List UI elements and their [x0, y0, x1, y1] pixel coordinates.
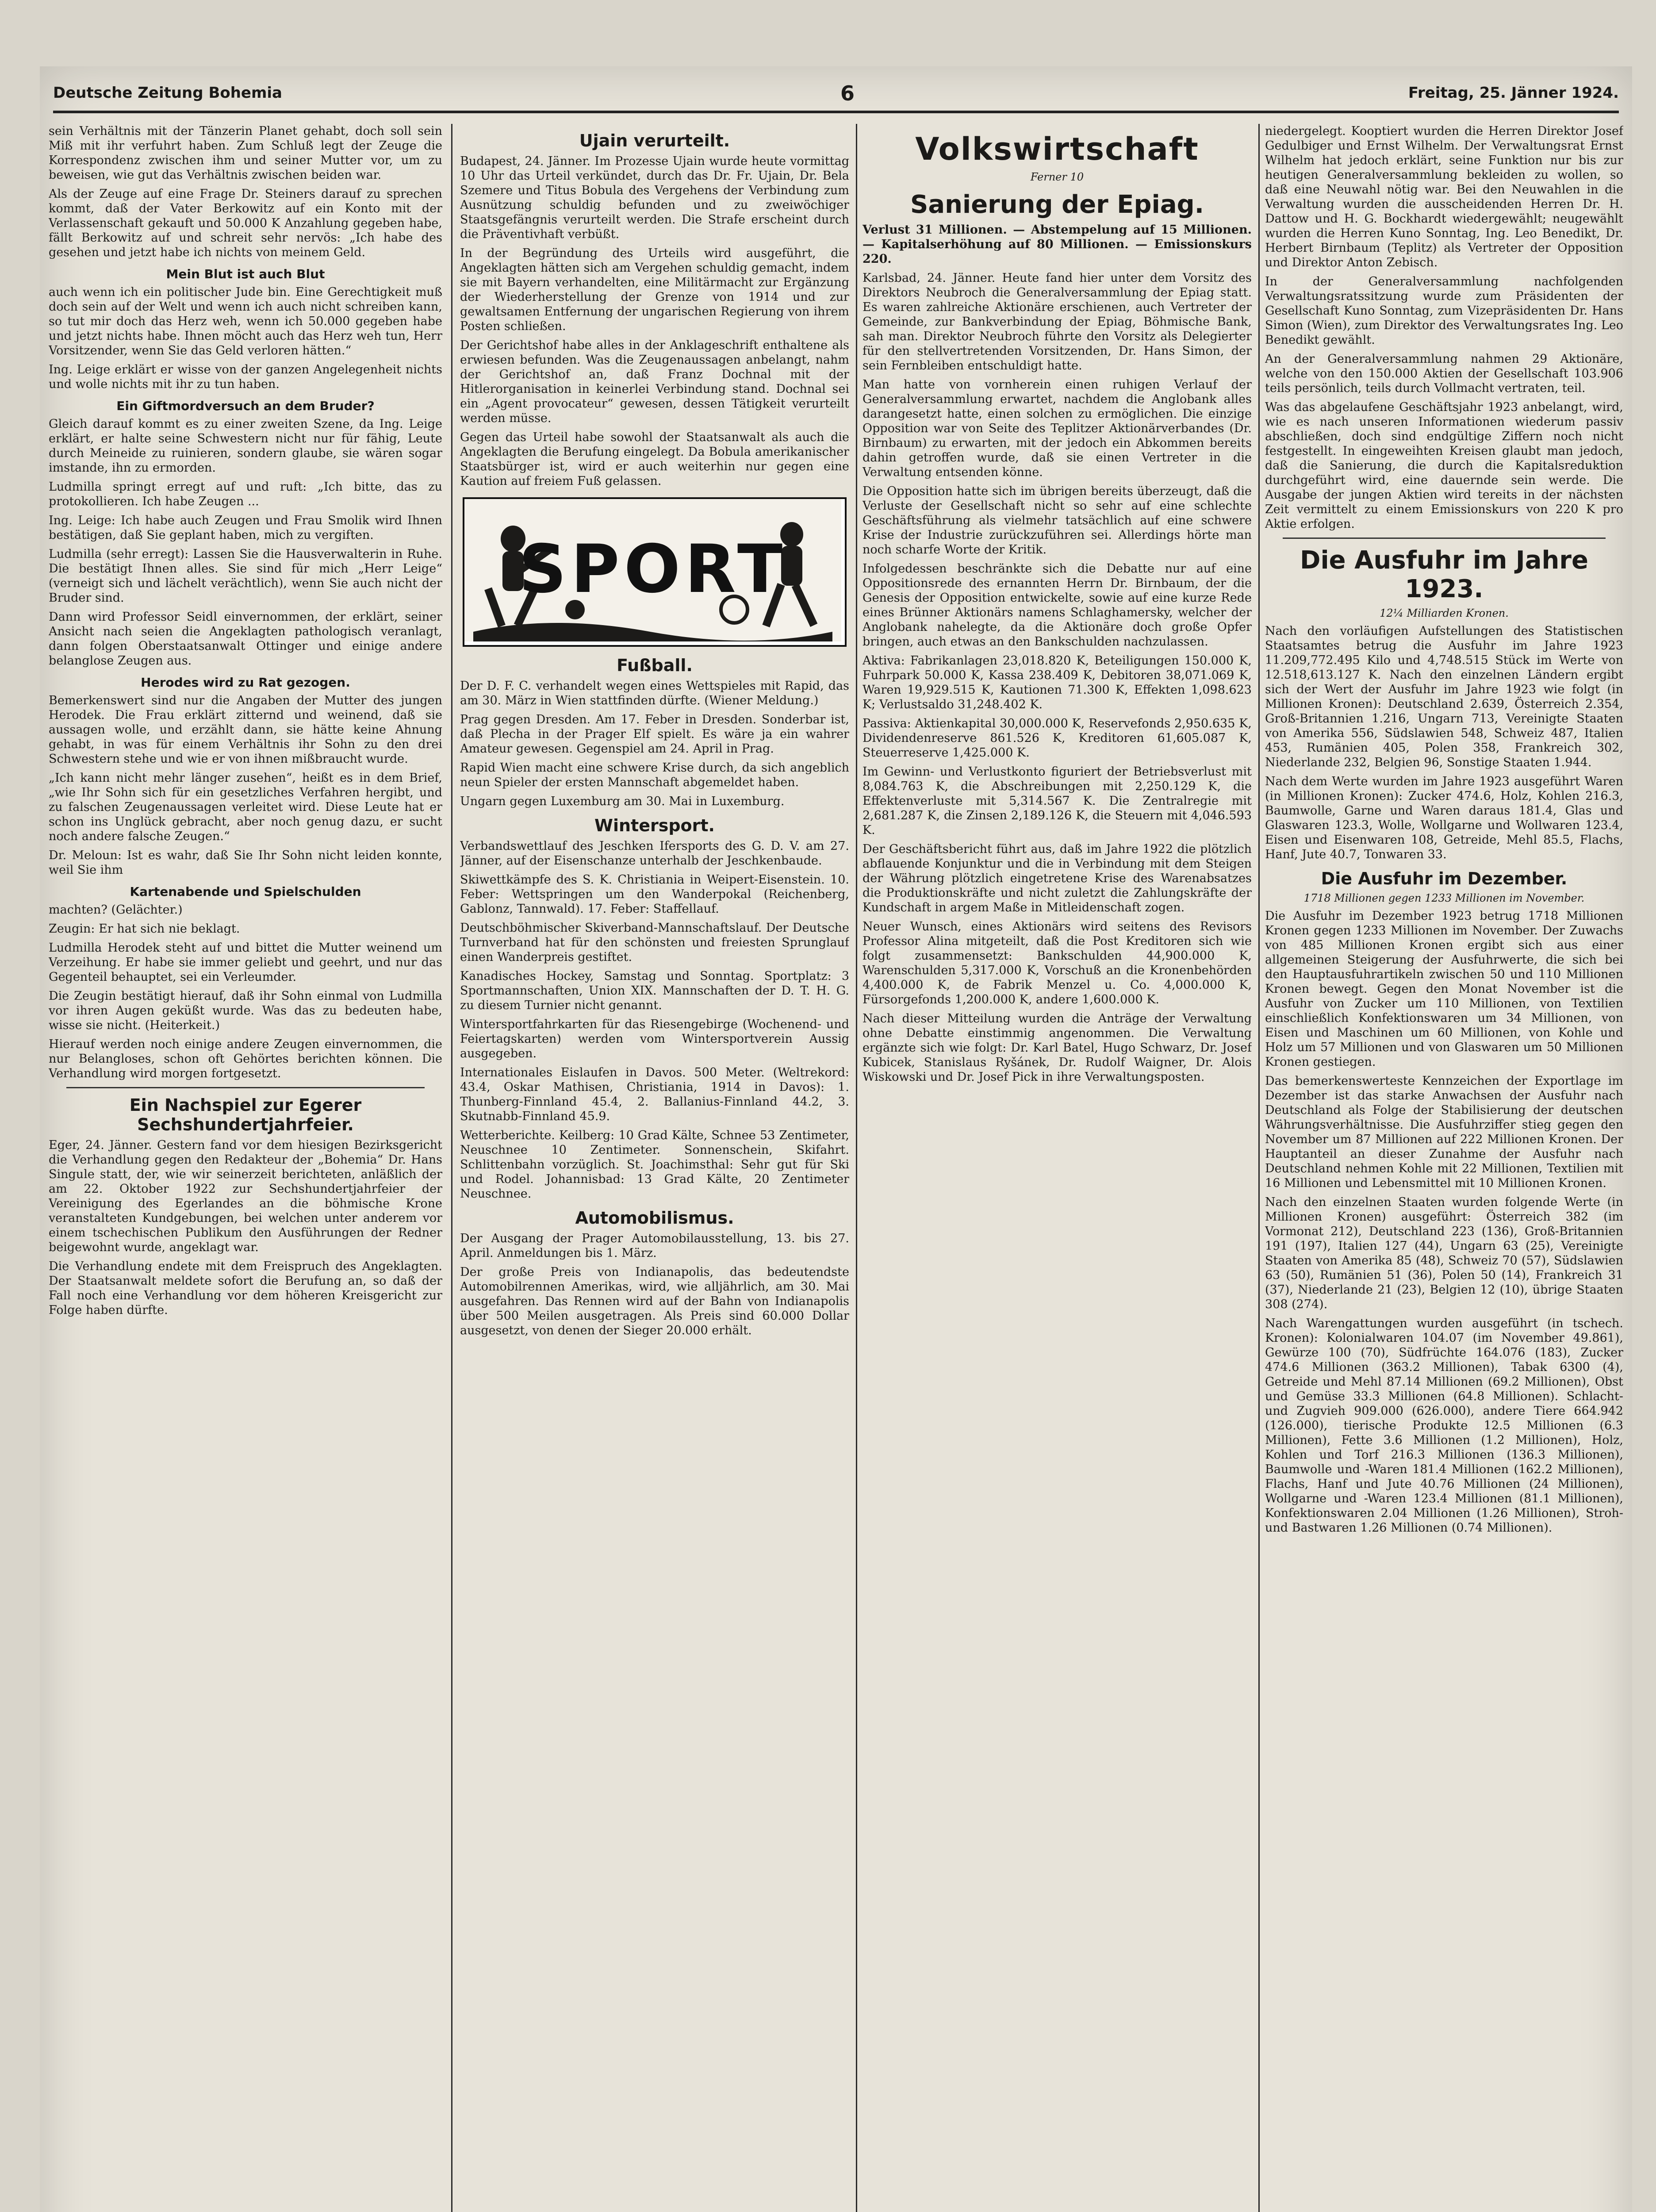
- article-text: Deutschböhmischer Skiverband-Mannschaftslauf. Der Deutsche Turnverband hat für den schönsten und freiesten Sprunglauf einen Wanderpreis gestiftet.: [460, 921, 849, 964]
- article-text: Rapid Wien macht eine schwere Krise durch, da sich angeblich neun Spieler der ersten Mannschaft abgemeldet haben.: [460, 761, 849, 789]
- article-text: Prag gegen Dresden. Am 17. Feber in Dresden. Sonderbar ist, daß Plecha in der Prager Elf spielt. Es wäre ja ein wahrer Amateur gewesen. Gegenspiel am 24. April in Prag.: [460, 713, 849, 756]
- column-divider: [1258, 124, 1260, 2212]
- article-text: Im Gewinn- und Verlustkonto figuriert der Betriebsverlust mit 8,084.763 K, die Abschreibungen mit 2,250.129 K, die Effektenverluste mit 5,314.567 K. Die Zentralregie mit 2,681.287 K, die Zinsen 2,189.126 K, die Steuern mit 4,046.593 K.: [862, 765, 1252, 837]
- article-text: Was das abgelaufene Geschäftsjahr 1923 anbelangt, wird, wie es nach unseren Informationen wiederum passiv abschließen, doch sind endgültige Ziffern noch nicht festgestellt. In eingeweihten Kreisen glaubt man jedoch, daß die Sanierung, die durch die Kapitalsreduktion durchgeführt wird, eine dauernde sein werde. Die Ausgabe der jungen Aktien wird tereits in der nächsten Zeit vermittelt zu einem Emissionskurs von 220 K pro Aktie erfolgen.: [1265, 400, 1623, 531]
- article-text: Die Zeugin bestätigt hierauf, daß ihr Sohn einmal von Ludmilla vor ihren Augen geküßt wurde. Was das zu bedeuten habe, wisse sie nicht. (Heiterkeit.): [49, 989, 442, 1032]
- section-subtitle: Ferner 10: [1030, 171, 1084, 183]
- newspaper-page: [40, 66, 1632, 2212]
- article-text: In der Begründung des Urteils wird ausgeführt, die Angeklagten hätten sich am Vergehen schuldig gemacht, indem sie mit Bayern verhandelten, eine Militärmacht zur Ergänzung der Wiederherstellung der Grenze von 1914 und zur gewaltsamen Entfernung der ungarischen Regierung von ihrem Posten schließen.: [460, 246, 849, 333]
- article-text: Als der Zeuge auf eine Frage Dr. Steiners darauf zu sprechen kommt, daß der Vater Berkowitz auf ein Konto mit der Verlassenschaft gekauft und 50.000 K Anzahlung gegeben habe, fällt Berkowitz auf und schreit sehr nervös: „Ich habe des gesehen und jetzt habe ich nichts von meinem Geld.: [49, 187, 442, 259]
- article-text: Kanadisches Hockey, Samstag und Sonntag. Sportplatz: 3 Sportmannschaften, Union XIX. Mannschaften der D. T. H. G. zu diesem Turnier nicht genannt.: [460, 969, 849, 1012]
- article-text: Wetterberichte. Keilberg: 10 Grad Kälte, Schnee 53 Zentimeter, Neuschnee 10 Zentimeter. Sonnenschein, Skifahrt. Schlittenbahn vorzüglich. St. Joachimsthal: Sehr gut für Ski und Rodel. Johannisbad: 13 Grad Kälte, 20 Zentimeter Neuschnee.: [460, 1129, 849, 1201]
- article-text: Karlsbad, 24. Jänner. Heute fand hier unter dem Vorsitz des Direktors Neubroch die Generalversammlung der Epiag statt. Es waren zahlreiche Aktionäre erschienen, auch Vertreter der Gemeinde, zur Bankverbindung der Epiag, Böhmische Bank, sah man. Direktor Neubroch führte den Vorsitz als Delegierter für den stellvertretenden Vorsitzenden, Dr. Hans Simon, der sein Fernbleiben entschuldigt hatte.: [862, 271, 1252, 373]
- article-text: Ing. Leige erklärt er wisse von der ganzen Angelegenheit nichts und wolle nichts mit ihr zu tun haben.: [49, 363, 442, 391]
- article-text: Infolgedessen beschränkte sich die Debatte nur auf eine Oppositionsrede des ernannten Herrn Dr. Birnbaum, der die Genesis der Opposition entwickelte, sowie auf eine kurze Rede eines Brünner Aktionärs namens Schlaghamersky, welcher der Anglobank nahelegte, da die Aktionäre doch große Opfer bringen, auch etwas an den Bankschulden nachzulassen.: [862, 562, 1252, 649]
- article-text: Dr. Meloun: Ist es wahr, daß Sie Ihr Sohn nicht leiden konnte, weil Sie ihm: [49, 849, 442, 877]
- balance-assets: Aktiva: Fabrikanlagen 23,018.820 K, Beteiligungen 150.000 K, Fuhrpark 50.000 K, Kassa 238.409 K, Debitoren 38,071.069 K, Waren 19,929.515 K, Kautionen 71.300 K, Effekten 1,098.623 K; Verlustsaldo 31,248.402 K.: [862, 654, 1252, 711]
- article-text: niedergelegt. Kooptiert wurden die Herren Direktor Josef Gedulbiger und Ernst Wilhelm. Der Verwaltungsrat Ernst Wilhelm hat jedoch erklärt, seine Funktion nur bis zur heutigen Generalversammlung bekleiden zu wollen, so daß eine Neuwahl nötig war. Bei den Neuwahlen in die Verwaltung wurden die ausscheidenden Herren Dr. H. Dattow und H. G. Bockhardt wiedergewählt; neugewählt wurden die Herren Kuno Sonntag, Ing. Leo Benedikt, Dr. Herbert Birnbaum (Teplitz) als Vertreter der Opposition und Direktor Anton Zebisch.: [1265, 124, 1623, 269]
- article-text: Der Geschäftsbericht führt aus, daß im Jahre 1922 die plötzlich abflauende Konjunktur und die in Verbindung mit dem Steigen der Währung plötzlich eingetretene Krise des Warenabsatzes die Produktionskräfte und nicht zuletzt die Zahlungskräfte der Kundschaft in argem Maße in Mitleidenschaft zogen.: [862, 842, 1252, 914]
- article-lead: Verlust 31 Millionen. — Abstempelung auf 15 Millionen. — Kapitalserhöhung auf 80 Millionen. — Emissionskurs 220.: [862, 223, 1252, 266]
- article-text: Ludmilla Herodek steht auf und bittet die Mutter weinend um Verzeihung. Er habe sie immer geliebt und geehrt, und nur das Gegenteil behauptet, sei ein Verleumder.: [49, 941, 442, 984]
- article-text: Das bemerkenswerteste Kennzeichen der Exportlage im Dezember ist das starke Anwachsen der Ausfuhr nach Deutschland als Folge der Stabilisierung der deutschen Währungsverhältnisse. Die Ausfuhrziffer stieg gegen den November um 87 Millionen auf 222 Millionen Kronen. Der Hauptanteil an dieser Zunahme der Ausfuhr nach Deutschland nehmen Kohle mit 22 Millionen, Textilien mit 16 Millionen und Lebensmittel mit 10 Millionen Kronen.: [1265, 1074, 1623, 1190]
- section-divider: [1283, 538, 1606, 539]
- article-text: auch wenn ich ein politischer Jude bin. Eine Gerechtigkeit muß doch sein auf der Welt und wenn ich auch nicht schreiben kann, so tut mir doch das Herz weh, wenn ich 50.000 gegeben habe und jetzt nichts habe. Ihnen möcht auch das Herz weh tun, Herr Vorsitzender, wenn Sie das Geld verloren hätten.“: [49, 285, 442, 357]
- section-heading: Automobilismus.: [575, 1208, 734, 1228]
- section-heading: Wintersport.: [594, 816, 715, 835]
- masthead-title: Deutsche Zeitung Bohemia: [53, 84, 283, 102]
- article-text: Nach den einzelnen Staaten wurden folgende Werte (in Millionen Kronen) ausgeführt: Österreich 382 (im Vormonat 212), Deutschland 223 (136), Groß-Britannien 191 (197), Italien 127 (44), Ungarn 63 (25), Vereinigte Staaten von Amerika 85 (48), Schweiz 70 (57), Südslawien 63 (50), Rumänien 51 (36), Polen 50 (14), Frankreich 31 (37), Niederlande 21 (23), Belgien 12 (10), übrige Staaten 308 (274).: [1265, 1195, 1623, 1311]
- article-text: Budapest, 24. Jänner. Im Prozesse Ujain wurde heute vormittag 10 Uhr das Urteil verkündet, durch das Dr. Fr. Ujain, Dr. Bela Szemere und Titus Bobula des Vergehens der Verbindung zum Ausnützung schuldig befunden und zu zweiwöchiger Staatsgefängnis verurteilt werden. Die Strafe erscheint durch die Präventivhaft verbüßt.: [460, 154, 849, 241]
- article-text: In der Generalversammlung nachfolgenden Verwaltungsratssitzung wurde zum Präsidenten der Gesellschaft Kuno Sonntag, zum Vizepräsidenten Dr. Hans Simon (Wien), zum Direktor des Verwaltungsrates Ing. Leo Benedikt gewählt.: [1265, 275, 1623, 347]
- article-text: Skiwettkämpfe des S. K. Christiania in Weipert-Eisenstein. 10. Feber: Wettspringen um den Wanderpokal (Reichenberg, Gablonz, Tannwald). 17. Feber: Staffellauf.: [460, 873, 849, 916]
- article-text: „Ich kann nicht mehr länger zusehen“, heißt es in dem Brief, „wie Ihr Sohn sich für ein gesetzliches Verfahren hergibt, und zu falschen Zeugenaussagen verleitet wird. Diese Leute hat er schon ins Unglück gebracht, aber noch genug dazu, er sucht noch andere falsche Zeugen.“: [49, 771, 442, 843]
- page-number: 6: [840, 81, 855, 105]
- column-4: [1265, 124, 1623, 2212]
- article-text: Neuer Wunsch, eines Aktionärs wird seitens des Revisors Professor Alina mitgeteilt, daß die Post Kreditoren sich wie folgt zusammensetzt: Bankschulden 44,900.000 K, Warenschulden 5,317.000 K, Vorschuß an die Kronenbehörden 4,400.000 K, de Fabrik Menzel u. Co. 4,000.000 K, Fürsorgefonds 1,200.000 K, andere 1,600.000 K.: [862, 920, 1252, 1006]
- article-text: Wintersportfahrkarten für das Riesengebirge (Wochenend- und Feiertagskarten) werden vom Wintersportverein Aussig ausgegeben.: [460, 1018, 849, 1060]
- article-headline: Die Ausfuhr im Jahre 1923.: [1300, 546, 1589, 603]
- article-text: Ing. Leige: Ich habe auch Zeugen und Frau Smolik wird Ihnen bestätigen, daß Sie geplant haben, mich zu vergiften.: [49, 514, 442, 542]
- article-text: Ludmilla (sehr erregt): Lassen Sie die Hausverwalterin in Ruhe. Die bestätigt Ihnen alles. Sie sind für mich „Herr Leige“ (verneigt sich und lächelt verächtlich), wenn Sie auch nicht der Bruder sind.: [49, 547, 442, 605]
- balance-liabilities: Passiva: Aktienkapital 30,000.000 K, Reservefonds 2,950.635 K, Dividendenreserve 861.526 K, Kreditoren 61,605.087 K, Steuerreserve 1,425.000 K.: [862, 717, 1252, 760]
- subheading: Mein Blut ist auch Blut: [166, 267, 325, 281]
- sport-banner-lettering: SPORT: [518, 531, 787, 608]
- article-text: Gleich darauf kommt es zu einer zweiten Szene, da Ing. Leige erklärt, er halte seine Schwestern nicht nur für fähig, Leute durch Meineide zu ruinieren, sondern glaube, sie wären sogar imstande, ihn zu ermorden.: [49, 417, 442, 475]
- article-text: Der Ausgang der Prager Automobilausstellung, 13. bis 27. April. Anmeldungen bis 1. März.: [460, 1232, 849, 1260]
- section-divider: [66, 1087, 425, 1088]
- article-text: Zeugin: Er hat sich nie beklagt.: [49, 922, 240, 936]
- article-text: Ludmilla springt erregt auf und ruft: „Ich bitte, das zu protokollieren. Ich habe Zeugen ...: [49, 480, 442, 508]
- page-header: [53, 81, 1619, 113]
- section-title: Volkswirtschaft: [915, 131, 1199, 167]
- article-text: Ungarn gegen Luxemburg am 30. Mai in Luxemburg.: [460, 795, 785, 808]
- article-text: Der D. F. C. verhandelt wegen eines Wettspieles mit Rapid, das am 30. März in Wien stattfinden dürfte. (Wiener Meldung.): [460, 679, 849, 707]
- column-3: [862, 124, 1252, 2212]
- subheading: Kartenabende und Spielschulden: [130, 884, 361, 899]
- article-headline: Ein Nachspiel zur Egerer Sechshundertjahrfeier.: [129, 1095, 362, 1134]
- sport-banner-illustration: [464, 499, 841, 641]
- article-headline: Ujain verurteilt.: [579, 131, 730, 150]
- article-text: Nach Warengattungen wurden ausgeführt (in tschech. Kronen): Kolonialwaren 104.07 (im November 49.861), Gewürze 100 (70), Südfrüchte 164.076 (183), Zucker 474.6 Millionen (363.2 Millionen), Tabak 6300 (4), Getreide und Mehl 87.14 Millionen (69.2 Millionen), Obst und Gemüse 33.3 Millionen (64.8 Millionen). Schlacht- und Zugvieh 909.000 (626.000), andere Tiere 664.942 (126.000), tierische Produkte 12.5 Millionen (6.3 Millionen), Fette 3.6 Millionen (1.2 Millionen), Holz, Kohlen und Torf 216.3 Millionen (136.3 Millionen), Baumwolle und -Waren 181.4 Millionen (162.2 Millionen), Flachs, Hanf und Jute 40.76 Millionen (24 Millionen), Wollgarne und -Waren 123.4 Millionen (81.1 Millionen), Konfektionswaren 2.04 Millionen (1.26 Millionen), Stroh- und Bastwaren 1.26 Millionen (0.74 Millionen).: [1265, 1317, 1623, 1535]
- article-text: Nach dem Werte wurden im Jahre 1923 ausgeführt Waren (in Millionen Kronen): Zucker 474.6, Holz, Kohlen 216.3, Baumwolle, Garne und Waren daraus 181.4, Glas und Glaswaren 123.3, Wolle, Wollgarne und Wollwaren 123.4, Eisen und Eisenwaren 108, Getreide, Mehl 85.5, Flachs, Hanf, Jute 40.7, Tonwaren 33.: [1265, 775, 1623, 861]
- article-subheading: 12¼ Milliarden Kronen.: [1380, 607, 1509, 619]
- column-1: [49, 124, 442, 2212]
- sport-section-banner: [463, 497, 847, 647]
- column-2: [460, 124, 849, 2212]
- article-text: Hierauf werden noch einige andere Zeugen einvernommen, die nur Belangloses, schon oft Gehörtes berichten können. Die Verhandlung wird morgen fortgesetzt.: [49, 1037, 442, 1080]
- column-divider: [451, 124, 452, 2212]
- article-text: Der große Preis von Indianapolis, das bedeutendste Automobilrennen Amerikas, wird, wie alljährlich, am 30. Mai ausgefahren. Das Rennen wird auf der Bahn von Indianapolis über 500 Meilen ausgetragen. Als Preis sind 60.000 Dollar ausgesetzt, von denen der Sieger 20.000 erhält.: [460, 1265, 849, 1337]
- article-text: Verbandswettlauf des Jeschken Ifersports des G. D. V. am 27. Jänner, auf der Eisenschanze unterhalb der Jeschkenbaude.: [460, 839, 849, 868]
- section-heading: Fußball.: [617, 656, 693, 675]
- article-text: sein Verhältnis mit der Tänzerin Planet gehabt, doch soll sein Miß mit ihr verfuhrt haben. Zum Schluß legt der Zeuge die Korrespondenz zwischen ihm und seiner Mutter vor, um zu beweisen, wie gut das Verhältnis zwischen beiden war.: [49, 124, 442, 182]
- article-text: Internationales Eislaufen in Davos. 500 Meter. (Weltrekord: 43.4, Oskar Mathisen, Christiania, 1914 in Davos): 1. Thunberg-Finnland 45.4, 2. Ballanius-Finnland 44.2, 3. Skutnabb-Finnland 45.9.: [460, 1066, 849, 1123]
- article-text: Die Ausfuhr im Dezember 1923 betrug 1718 Millionen Kronen gegen 1233 Millionen im November. Der Zuwachs von 485 Millionen Kronen ergibt sich aus einer allgemeinen Steigerung der Ausfuhrwerte, die sich bei den Hauptausfuhrartikeln zwischen 50 und 110 Millionen Kronen bewegt. Gegen den Monat November ist die Ausfuhr von Zucker um 110 Millionen, von Textilien einschließlich Konfektionswaren um 34 Millionen, von Eisen und Maschinen um 60 Millionen, von Kohle und Holz um 57 Millionen und von Glaswaren um 50 Millionen Kronen gestiegen.: [1265, 909, 1623, 1069]
- issue-date: Freitag, 25. Jänner 1924.: [1408, 84, 1619, 102]
- article-text: An der Generalversammlung nahmen 29 Aktionäre, welche von den 150.000 Aktien der Gesellschaft 103.906 teils persönlich, teils durch Vollmacht vertraten, teil.: [1265, 352, 1623, 395]
- article-headline: Sanierung der Epiag.: [910, 190, 1204, 219]
- article-text: Eger, 24. Jänner. Gestern fand vor dem hiesigen Bezirksgericht die Verhandlung gegen den Redakteur der „Bohemia“ Dr. Hans Singule statt, der, wie wir seinerzeit berichteten, anläßlich der am 22. Oktober 1922 zur Sechshundertjahrfeier der Vereinigung des Egerlandes an die böhmische Krone veranstalteten Kundgebungen, bei welchen unter anderem vor einem tschechischen Publikum den Ausführungen der Redner beigewohnt wurde, angeklagt war.: [49, 1138, 442, 1254]
- article-text: machten? (Gelächter.): [49, 903, 183, 917]
- article-subheading: 1718 Millionen gegen 1233 Millionen im November.: [1303, 892, 1585, 904]
- article-text: Nach den vorläufigen Aufstellungen des Statistischen Staatsamtes betrug die Ausfuhr im Jahre 1923 11.209,772.495 Kilo und 4,748.515 Stück im Werte von 12.518,613.127 K. Nach den einzelnen Ländern ergibt sich der Wert der Ausfuhr im Jahre 1923 wie folgt (in Millionen Kronen): Deutschland 2.639, Österreich 2.354, Groß-Britannien 1.216, Ungarn 713, Vereinigte Staaten von Amerika 556, Südslawien 548, Schweiz 487, Italien 453, Rumänien 405, Polen 358, Frankreich 302, Niederlande 232, Belgien 96, Sonstige Staaten 1.944.: [1265, 624, 1623, 769]
- article-headline: Die Ausfuhr im Dezember.: [1321, 869, 1568, 888]
- article-text: Die Opposition hatte sich im übrigen bereits überzeugt, daß die Verluste der Gesellschaft nicht so sehr auf eine schlechte Geschäftsführung als vielmehr tatsächlich auf eine schwere Krise der Industrie zurückzuführen sei. Allerdings hörte man noch scharfe Worte der Kritik.: [862, 484, 1252, 557]
- article-text: Die Verhandlung endete mit dem Freispruch des Angeklagten. Der Staatsanwalt meldete sofort die Berufung an, so daß der Fall noch eine Verhandlung vor dem höheren Kreisgericht zur Folge haben dürfte.: [49, 1260, 442, 1317]
- subheading: Ein Giftmordversuch an dem Bruder?: [116, 399, 375, 413]
- article-text: Nach dieser Mitteilung wurden die Anträge der Verwaltung ohne Debatte einstimmig angenommen. Die Verwaltung ergänzte sich wie folgt: Dr. Karl Batel, Hugo Schwarz, Dr. Josef Kubicek, Stanislaus Ryšánek, Dr. Rudolf Waigner, Dr. Alois Wiskowski und Dr. Josef Pick in ihre Verwaltungsposten.: [862, 1012, 1252, 1084]
- article-text: Gegen das Urteil habe sowohl der Staatsanwalt als auch die Angeklagten die Berufung eingelegt. Da Bobula amerikanischer Staatsbürger ist, wird er auch weiterhin nur gegen eine Kaution auf freiem Fuß gelassen.: [460, 430, 849, 488]
- article-text: Man hatte von vornherein einen ruhigen Verlauf der Generalversammlung erwartet, nachdem die Anglobank alles darangesetzt hatte, einen solchen zu ermöglichen. Die einzige Opposition war von Seite des Teplitzer Aktionärverbandes (Dr. Birnbaum) zu erwarten, mit der jedoch ein Abkommen bereits dahin getroffen wurde, daß sie einen Vertreter in die Verwaltung entsenden könne.: [862, 378, 1252, 479]
- article-text: Der Gerichtshof habe alles in der Anklageschrift enthaltene als erwiesen befunden. Was die Zeugenaussagen anbelangt, nahm der Gerichtshof an, daß Franz Dochnal mit der Hitlerorganisation in keinerlei Verbindung stand. Dochnal sei ein „Agent provocateur“ gewesen, dessen Tätigkeit verurteilt werden müsse.: [460, 338, 849, 425]
- subheading: Herodes wird zu Rat gezogen.: [141, 675, 350, 690]
- article-text: Dann wird Professor Seidl einvernommen, der erklärt, seiner Ansicht nach seien die Angeklagten pathologisch veranlagt, dann folgen Oberstaatsanwalt Ottinger und einige andere belanglose Zeugen aus.: [49, 610, 442, 668]
- column-divider: [856, 124, 857, 2212]
- article-text: Bemerkenswert sind nur die Angaben der Mutter des jungen Herodek. Die Frau erklärt zitternd und weinend, daß sie aussagen wolle, und erzählt dann, sie hätte keine Ahnung gehabt, in was für einem Verhältnis ihr Sohn zu den drei Schwestern stehe und wie er von ihnen mißbraucht wurde.: [49, 694, 442, 766]
